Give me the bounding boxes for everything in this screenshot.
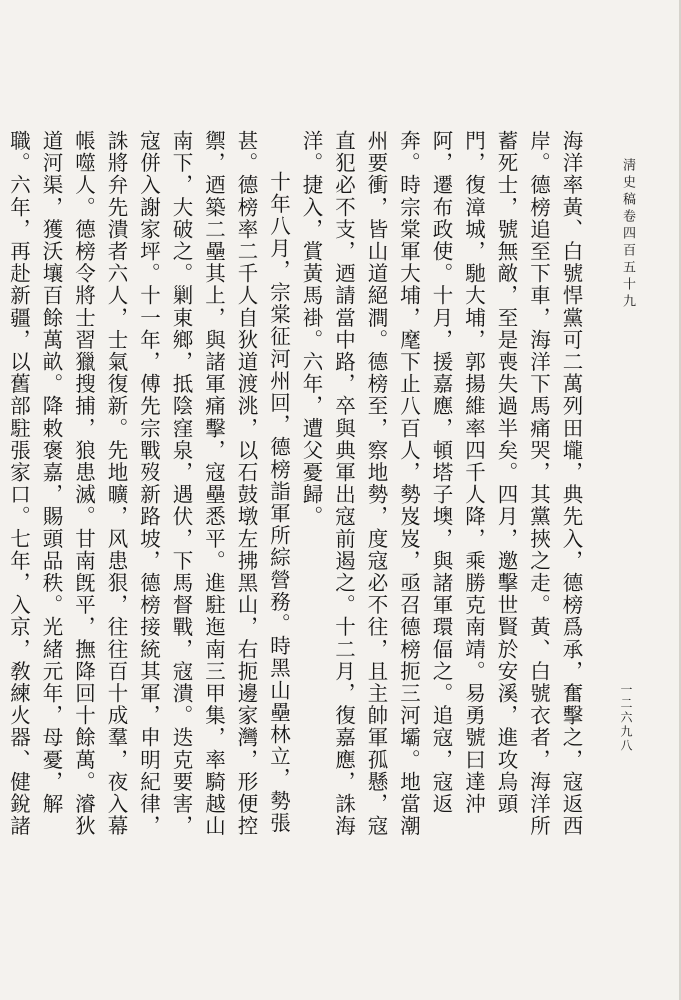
body-text: [0, 130, 587, 850]
paragraph: 十年八月，宗棠征河州回，德榜詣軍所綜營務。時黑山壘林立，勢張甚。德榜率二千人自狄道渡洮，以石鼓墩左拂黑山，右扼邊家灣，形便控禦，迺築二壘其上，與諸軍痛擊，寇壘悉平。進駐迤南三甲集，率騎越山南下，大破之。剿東鄉，抵陰窪泉，遇伏，下馬督戰，寇潰。迭克要害，寇併入謝家坪。十一年，傅先宗戰歿新路坡，德榜接統其軍，申明紀律，誅將弁先潰者六人，士氣復新。先地曠，风患狠，往往百十成羣，夜入幕帳噬人。德榜令將士習獵搜捕，狼患滅。甘南旣平，撫降回十餘萬。濬狄道河渠，獲沃壤百餘萬畝。降敕褒嘉，賜頭品秩。光緒元年，母憂，解職。六年，再赴新疆，以舊部駐張家口。七年，入京，敎練火器、健銳諸: [6, 130, 291, 838]
running-title: 淸史稿卷四百五十九: [620, 158, 635, 311]
paragraph: 海洋率黃、白號悍黨可二萬列田壠，典先入，德榜爲承，奮擊之，寇返西岸。德榜追至下車，海洋下馬痛哭，其黨挾之走。黃、白號衣者，海洋所蓄死士，號無敵，至是喪失過半矣。四月，邀擊世賢於安溪，進攻烏頭門，復漳城，馳大埔，郭揚維率四千人降，乘勝克南靖。易勇號曰達沖阿，遷布政使。十月，援嘉應，頓塔子墺，與諸軍環偪之。追寇，寇返奔。時宗棠軍大埔，麾下止八百人，勢岌岌，亟召德榜扼三河壩。地當潮州要衝，皆山道絕澗。德榜至，察地勢，度寇必不往，且主帥軍孤懸，寇直犯必不支，迺請當中路，卒與典軍出寇前遏之。十二月，復嘉應，誅海洋。捷入，賞黃馬褂。六年，遭父憂歸。: [299, 130, 583, 838]
page-number: 一二六九八: [619, 683, 633, 753]
